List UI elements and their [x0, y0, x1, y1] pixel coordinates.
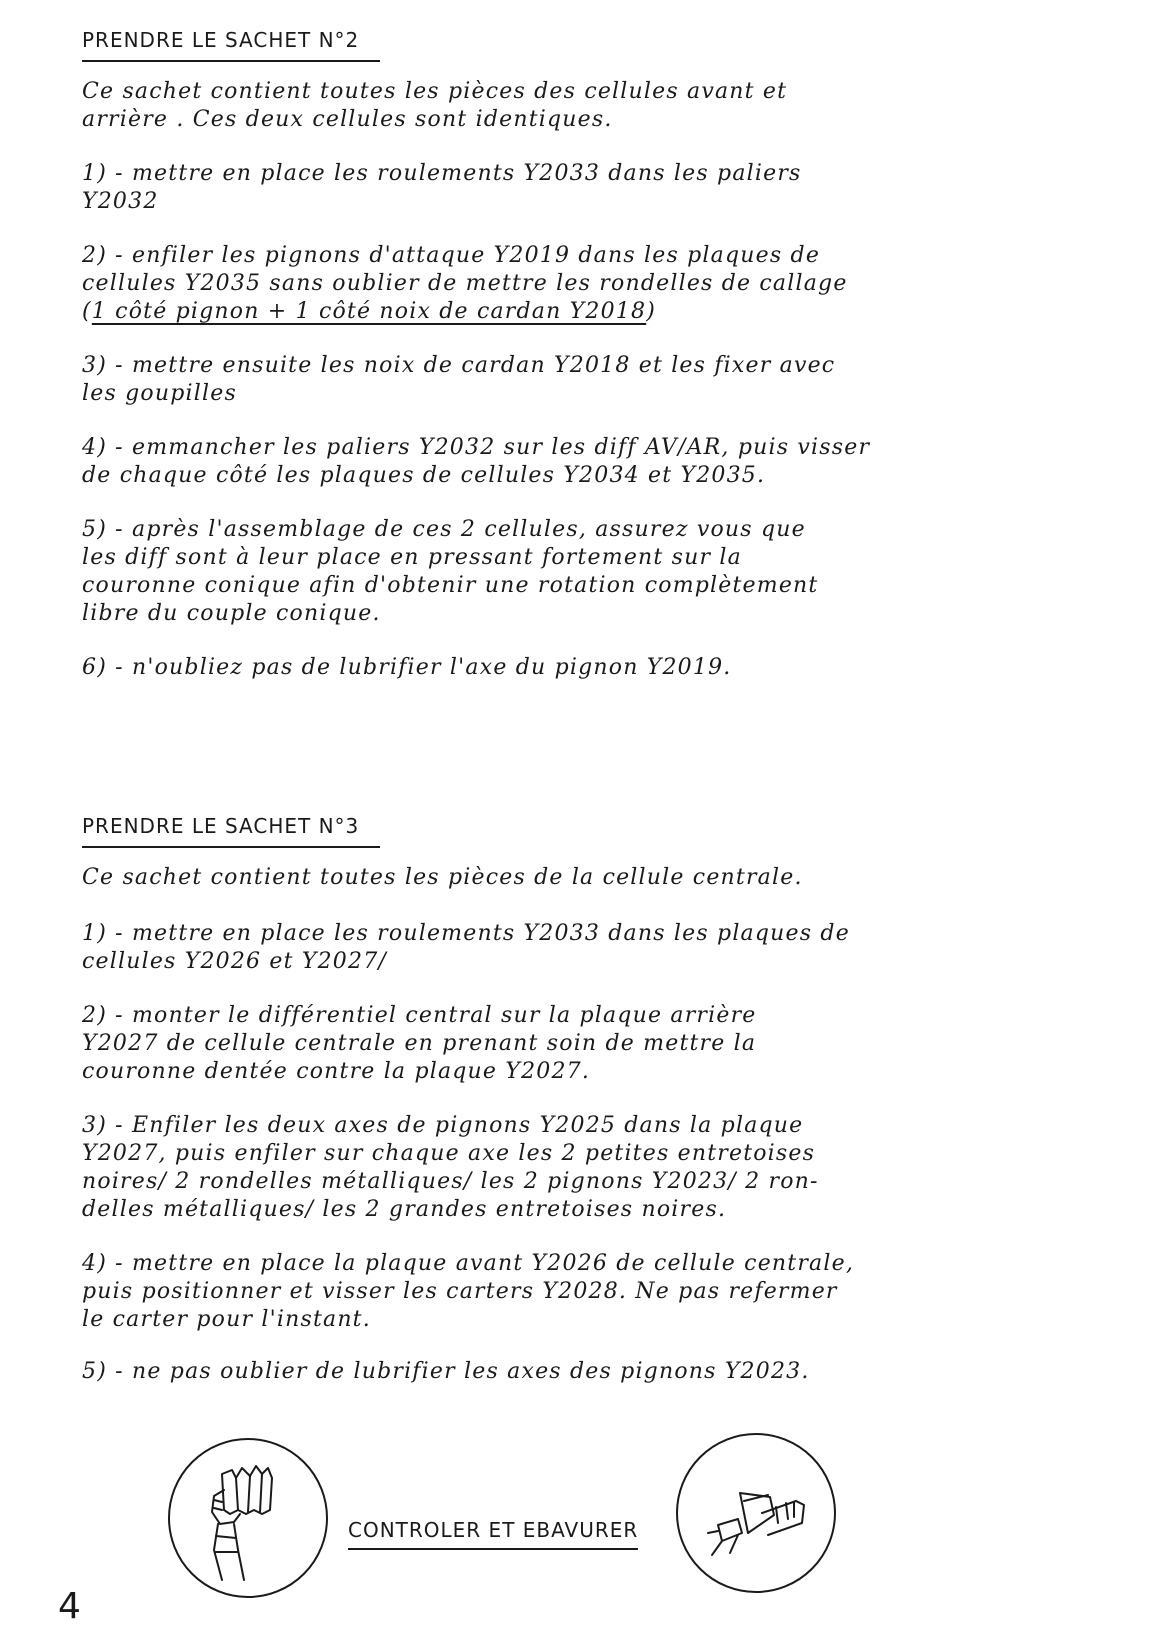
text-line: le carter pour l'instant.	[82, 1307, 371, 1332]
text-line: 1) - mettre en place les roulements Y2033 dans les plaques de	[82, 921, 850, 946]
section3-intro	[82, 864, 1082, 892]
section2-step-3	[82, 352, 1082, 408]
text-line: noires/ 2 rondelles métalliques/ les 2 pignons Y2023/ 2 ron-	[82, 1169, 819, 1194]
text-line: 3) - mettre ensuite les noix de cardan Y2018 et les fixer avec	[82, 353, 836, 378]
section2-step-6	[82, 654, 1082, 682]
text-line: 5) - après l'assemblage de ces 2 cellules, assurez vous que	[82, 517, 806, 542]
section3-step-2	[82, 1002, 1082, 1086]
text-line: arrière . Ces deux cellules sont identiques.	[82, 107, 613, 132]
text-line: Ce sachet contient toutes les pièces de la cellule centrale.	[82, 865, 803, 890]
section2-intro	[82, 78, 1082, 134]
text-line: 1) - mettre en place les roulements Y2033 dans les paliers	[82, 161, 802, 186]
section2-step-5	[82, 516, 1082, 628]
open-paren: (	[82, 299, 92, 324]
section3-step-4	[82, 1250, 1082, 1334]
page-number: 4	[58, 1586, 81, 1627]
text-line: Y2027 de cellule centrale en prenant soin de mettre la	[82, 1031, 757, 1056]
text-line: cellules Y2035 sans oublier de mettre les rondelles de callage	[82, 271, 848, 296]
text-line: 3) - Enfiler les deux axes de pignons Y2025 dans la plaque	[82, 1113, 804, 1138]
heading-text: PRENDRE LE SACHET N°3	[82, 814, 360, 838]
text-line: les diff sont à leur place en pressant fortement sur la	[82, 545, 742, 570]
text-line: delles métalliques/ les 2 grandes entretoises noires.	[82, 1197, 727, 1222]
section2-step-2	[82, 242, 1082, 326]
text-line: Y2027, puis enfiler sur chaque axe les 2 petites entretoises	[82, 1141, 816, 1166]
section3-step-1	[82, 920, 1082, 976]
text-line: 2) - monter le différentiel central sur la plaque arrière	[82, 1003, 757, 1028]
text-line: Y2032	[82, 189, 159, 214]
text-line: 5) - ne pas oublier de lubrifier les axes des pignons Y2023.	[82, 1359, 810, 1384]
section3-step-3	[82, 1112, 1082, 1224]
text-line: 4) - emmancher les paliers Y2032 sur les diff AV/AR, puis visser	[82, 435, 871, 460]
text-line: de chaque côté les plaques de cellules Y2034 et Y2035.	[82, 463, 766, 488]
section2-step-4	[82, 434, 1082, 490]
text-line: couronne dentée contre la plaque Y2027.	[82, 1059, 591, 1084]
text-line: cellules Y2026 et Y2027/	[82, 949, 388, 974]
text-line: Ce sachet contient toutes les pièces des cellules avant et	[82, 79, 788, 104]
text-line: les goupilles	[82, 381, 237, 406]
underlined-note: 1 côté pignon + 1 côté noix de cardan Y2018	[91, 299, 647, 324]
hand-holding-part-icon	[168, 1438, 328, 1598]
text-line: couronne conique afin d'obtenir une rotation complètement	[82, 573, 819, 598]
close-paren: )	[646, 299, 656, 324]
section2-step-1	[82, 160, 1082, 216]
heading-underline	[82, 846, 380, 848]
hand-filing-part-icon	[676, 1433, 836, 1593]
footer-label-text: CONTROLER ET EBAVURER	[348, 1518, 639, 1542]
footer-label-underline	[348, 1548, 638, 1550]
section3-step-5	[82, 1358, 1082, 1386]
text-line: puis positionner et visser les carters Y2028. Ne pas refermer	[82, 1279, 838, 1304]
text-line	[82, 298, 1082, 326]
text-line: 4) - mettre en place la plaque avant Y2026 de cellule centrale,	[82, 1251, 855, 1276]
heading-underline	[82, 60, 380, 62]
heading-text: PRENDRE LE SACHET N°2	[82, 28, 360, 52]
text-line: libre du couple conique.	[82, 601, 381, 626]
section-heading-sachet-2	[82, 28, 380, 62]
section-heading-sachet-3	[82, 814, 380, 848]
check-and-deburr-label	[348, 1518, 638, 1550]
text-line: 2) - enfiler les pignons d'attaque Y2019 dans les plaques de	[82, 243, 821, 268]
text-line: 6) - n'oubliez pas de lubrifier l'axe du pignon Y2019.	[82, 655, 732, 680]
